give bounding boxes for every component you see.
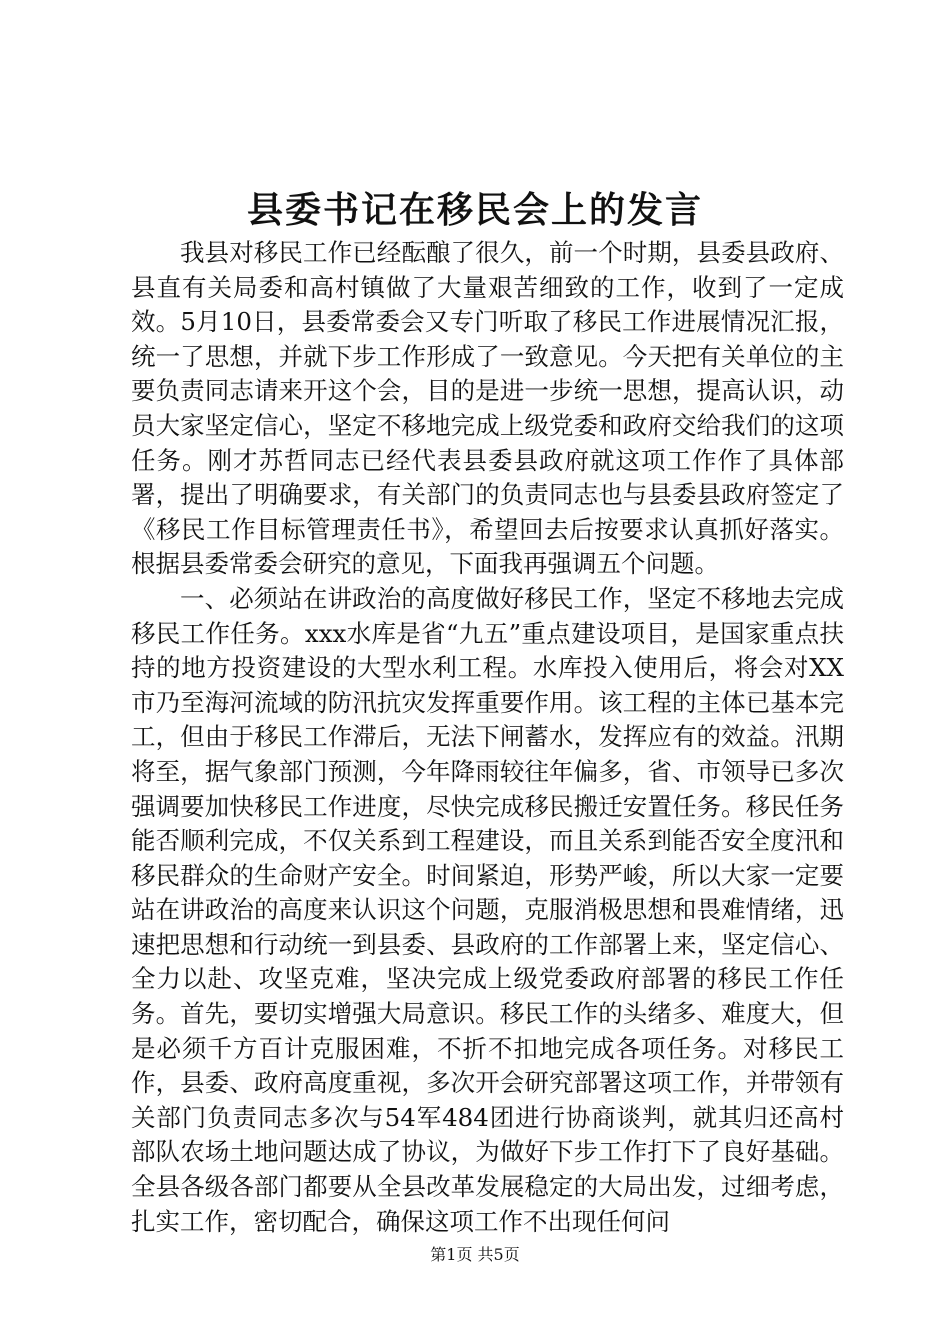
document-title: 县委书记在移民会上的发言: [246, 189, 703, 231]
paragraph-point-one: 一、必须站在讲政治的高度做好移民工作，坚定不移地去完成移民工作任务。xxx水库是省“九五”重点建设项目，是国家重点扶持的地方投资建设的大型水利工程。水库投入使用后，将会对XX市乃至海河流域的防汛抗灾发挥重要作用。该工程的主体已基本完工，但由于移民工作滞后，无法下闸蓄水，发挥应有的效益。汛期将至，据气象部门预测，今年降雨较往年偏多，省、市领导已多次强调要加快移民工作进度，尽快完成移民搬迁安置任务。移民任务能否顺利完成，不仅关系到工程建设，而且关系到能否安全度汛和移民群众的生命财产安全。时间紧迫，形势严峻，所以大家一定要站在讲政治的高度来认识这个问题，克服消极思想和畏难情绪，迅速把思想和行动统一到县委、县政府的工作部署上来，坚定信心、全力以赴、攻坚克难，坚决完成上级党委政府部署的移民工作任务。首先，要切实增强大局意识。移民工作的头绪多、难度大，但是必须千方百计克服困难，不折不扣地完成各项任务。对移民工作，县委、政府高度重视，多次开会研究部署这项工作，并带领有关部门负责同志多次与54军484团进行协商谈判，就其归还高村部队农场土地问题达成了协议，为做好下步工作打下了良好基础。全县各级各部门都要从全县改革发展稳定的大局出发，过细考虑，扎实工作，密切配合，确保这项工作不出现任何问: [131, 583, 844, 1236]
document-body: [131, 236, 844, 1239]
paragraph-intro: 我县对移民工作已经酝酿了很久，前一个时期，县委县政府、县直有关局委和高村镇做了大量艰苦细致的工作，收到了一定成效。5月10日，县委常委会又专门听取了移民工作进展情况汇报，统一了思想，并就下步工作形成了一致意见。今天把有关单位的主要负责同志请来开这个会，目的是进一步统一思想，提高认识，动员大家坚定信心，坚定不移地完成上级党委和政府交给我们的这项任务。刚才苏哲同志已经代表县委县政府就这项工作作了具体部署，提出了明确要求，有关部门的负责同志也与县委县政府签定了《移民工作目标管理责任书》，希望回去后按要求认真抓好落实。根据县委常委会研究的意见，下面我再强调五个问题。: [131, 238, 844, 579]
page-number: 第1页 共5页: [430, 1245, 520, 1264]
